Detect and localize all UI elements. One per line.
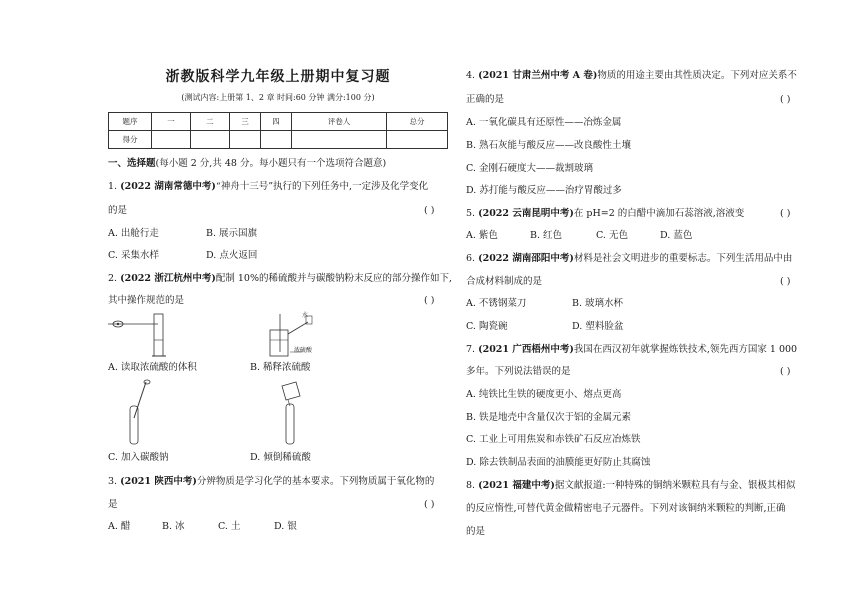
- option-d: D. 塑料脸盆: [572, 321, 624, 332]
- table-row: [109, 113, 448, 131]
- option-c: C. 陶瓷碗: [466, 321, 508, 332]
- option-c: C. 金刚石硬度大——裁割玻璃: [466, 163, 593, 174]
- option-b: B. 红色: [530, 230, 563, 241]
- score-input[interactable]: [261, 131, 292, 149]
- question-source: (2022 云南昆明中考): [478, 208, 574, 219]
- question-number: 1.: [108, 181, 121, 192]
- question-5: [466, 208, 744, 220]
- question-text: 据文献报道:一种特殊的铜纳米颗粒具有与金、银极其相似: [554, 480, 796, 491]
- table-cell: 评卷人: [292, 113, 387, 131]
- section-title: 一、选择题: [108, 158, 156, 169]
- option-a: A. 一氧化碳具有还原性——冶炼金属: [466, 117, 622, 128]
- option-b: B. 冰: [162, 521, 185, 532]
- question-4: [466, 70, 797, 82]
- option-d: D. 银: [274, 521, 297, 532]
- question-number: 7.: [466, 344, 479, 355]
- option-d: D. 苏打能与酸反应——治疗胃酸过多: [466, 185, 622, 196]
- question-source: (2021 甘肃兰州中考 A 卷): [478, 70, 598, 81]
- question-source: (2022 浙江杭州中考): [120, 273, 216, 284]
- option-a: A. 纯铁比生铁的硬度更小、熔点更高: [466, 389, 622, 400]
- question-source: (2022 湖南常德中考): [120, 181, 216, 192]
- option-d: D. 点火返回: [206, 250, 258, 261]
- figure-label: 水: [302, 312, 309, 319]
- page-subtitle: (测试内容:上册第 1、2 章 时间:60 分钟 满分:100 分): [181, 93, 375, 102]
- question-1: [108, 181, 428, 193]
- option-a: A. 紫色: [466, 230, 498, 241]
- answer-bracket[interactable]: ( ): [424, 499, 435, 510]
- question-text: “神舟十三号”执行的下列任务中,一定涉及化学变化: [215, 181, 429, 192]
- option-a: A. 出舱行走: [108, 228, 159, 239]
- table-cell: 三: [230, 113, 261, 131]
- question-number: 2.: [108, 273, 121, 284]
- option-b: B. 玻璃水杯: [572, 298, 624, 309]
- question-number: 5.: [466, 208, 479, 219]
- question-number: 6.: [466, 253, 479, 264]
- question-7-line2: 多年。下列说法错误的是: [466, 366, 571, 377]
- option-b: B. 展示国旗: [206, 228, 258, 239]
- figure-d-pour: [252, 380, 312, 446]
- page-title: 浙教版科学九年级上册期中复习题: [165, 69, 391, 85]
- option-d: D. 倾倒稀硫酸: [250, 452, 311, 463]
- score-input[interactable]: [191, 131, 230, 149]
- question-1-line2: 的是: [108, 205, 128, 216]
- answer-bracket[interactable]: ( ): [780, 208, 791, 219]
- table-cell: 四: [261, 113, 292, 131]
- section-heading: [108, 158, 386, 170]
- question-text: 配制 10%的稀硫酸并与碳酸钠粉末反应的部分操作如下,: [215, 273, 452, 284]
- answer-bracket[interactable]: ( ): [424, 295, 435, 306]
- option-d: D. 除去铁制品表面的油膜能更好防止其腐蚀: [466, 457, 651, 468]
- table-cell: 二: [191, 113, 230, 131]
- score-input[interactable]: [230, 131, 261, 149]
- option-d: D. 蓝色: [660, 230, 693, 241]
- question-source: (2021 广西梧州中考): [478, 344, 574, 355]
- question-7: [466, 344, 797, 356]
- question-2: [108, 273, 452, 285]
- question-6: [466, 253, 792, 265]
- table-row: [109, 131, 448, 149]
- question-text: 我国在西汉初年就掌握炼铁技术,领先西方国家 1 000: [573, 344, 798, 355]
- question-8-line3: 的是: [466, 526, 486, 537]
- option-c: C. 采集水样: [108, 250, 159, 261]
- question-number: 3.: [108, 476, 121, 487]
- score-input[interactable]: [292, 131, 387, 149]
- table-cell: 一: [152, 113, 191, 131]
- table-cell: 总分: [387, 113, 448, 131]
- question-number: 8.: [466, 480, 479, 491]
- option-b: B. 稀释浓硫酸: [250, 362, 311, 373]
- question-source: (2021 福建中考): [478, 480, 555, 491]
- answer-bracket[interactable]: ( ): [780, 276, 791, 287]
- question-8: [466, 480, 796, 492]
- question-source: (2021 陕西中考): [120, 476, 197, 487]
- question-text: 在 pH=2 的白醋中滴加石蕊溶液,溶液变: [573, 208, 745, 219]
- question-8-line2: 的反应惰性,可替代黄金做精密电子元器件。下列对该铜纳米颗粒的判断,正确: [466, 503, 786, 514]
- figure-a-read-volume: [106, 310, 176, 360]
- score-input[interactable]: [152, 131, 191, 149]
- figure-label: 浓硫酸: [294, 347, 313, 354]
- table-cell: 题序: [109, 113, 152, 131]
- score-input[interactable]: [387, 131, 448, 149]
- option-c: C. 无色: [596, 230, 628, 241]
- option-a: A. 读取浓硫酸的体积: [108, 362, 197, 373]
- table-cell: 得分: [109, 131, 152, 149]
- option-b: B. 铁是地壳中含量仅次于铝的金属元素: [466, 412, 632, 423]
- question-6-line2: 合成材料制成的是: [466, 276, 543, 287]
- question-source: (2022 湖南邵阳中考): [478, 253, 574, 264]
- question-2-line2: 其中操作规范的是: [108, 295, 185, 306]
- question-4-line2: 正确的是: [466, 94, 505, 105]
- answer-bracket[interactable]: ( ): [780, 94, 791, 105]
- option-c: C. 工业上可用焦炭和赤铁矿石反应冶炼铁: [466, 434, 641, 445]
- option-c: C. 加入碳酸钠: [108, 452, 169, 463]
- question-text: 分辨物质是学习化学的基本要求。下列物质属于氧化物的: [196, 476, 435, 487]
- option-c: C. 土: [218, 521, 241, 532]
- score-table: [108, 112, 448, 149]
- option-a: A. 不锈钢菜刀: [466, 298, 527, 309]
- figure-c-add-powder: [120, 378, 160, 446]
- answer-bracket[interactable]: ( ): [780, 366, 791, 377]
- question-3-line2: 是: [108, 499, 118, 510]
- question-text: 材料是社会文明进步的重要标志。下列生活用品中由: [573, 253, 793, 264]
- question-text: 物质的用途主要由其性质决定。下列对应关系不: [597, 70, 797, 81]
- question-3: [108, 476, 434, 488]
- option-a: A. 醋: [108, 521, 131, 532]
- question-number: 4.: [466, 70, 479, 81]
- section-note: (每小题 2 分,共 48 分。每小题只有一个选项符合题意): [155, 158, 387, 169]
- option-b: B. 熟石灰能与酸反应——改良酸性土壤: [466, 140, 632, 151]
- answer-bracket[interactable]: ( ): [424, 205, 435, 216]
